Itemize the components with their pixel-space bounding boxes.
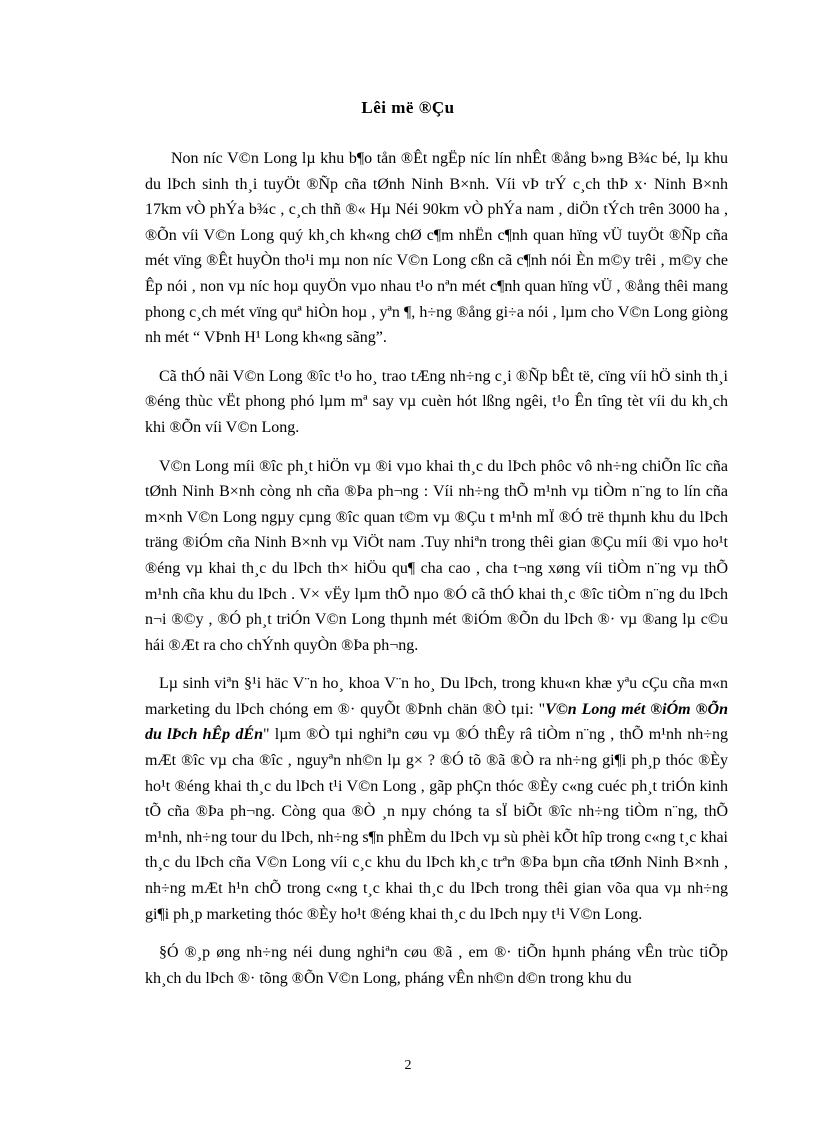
paragraph-topic bbox=[145, 671, 728, 927]
body-text bbox=[145, 146, 728, 1004]
paragraph-nature: Cã thÓ nãi V©n Long ®îc t¹o ho¸ trao tÆng nh÷ng c¸i ®Ñp bÊt të, cïng víi hÖ sinh th¸i ®éng thùc vËt phong phó lµm mª say vµ cuèn hót lßng ngêi, t¹o Ên tîng tèt víi du kh¸ch khi ®Õn víi V©n Long. bbox=[145, 367, 728, 436]
topic-title-emphasis: V©n Long mét ®iÓm ®Õn du lÞch hÊp dÉn bbox=[145, 700, 728, 744]
paragraph-development: V©n Long míi ®îc ph¸t hiÖn vµ ®i vµo khai th¸c du lÞch phôc vô nh÷ng chiÕn lîc cña tØnh Ninh B×nh còng nh cña ®Þa ph¬ng : Víi nh÷ng thÕ m¹nh vµ tiÒm n¨ng to lín cña m×nh V©n Long ngµy cµng ®îc quan t©m vµ ®Çu t m¹nh mÏ ®Ó trë thµnh khu du lÞch träng ®iÓm cña Ninh B×nh vµ ViÖt nam .Tuy nhiªn trong thêi gian ®Çu míi ®i vµo ho¹t ®éng vµ khai th¸c du lÞch th× hiÖu qu¶ cha cao , cha t¬ng xøng víi tiÒm n¨ng vµ thÕ m¹nh cña khu du lÞch . V× vËy lµm thÕ nµo ®Ó cã thÓ khai th¸c ®îc tiÒm n¨ng du lÞch n¬i ®©y , ®Ó ph¸t triÓn V©n Long thµnh mét ®iÓm ®Õn du lÞch ®· vµ ®ang lµ c©u hái ®Æt ra cho chÝnh quyÒn ®Þa ph¬ng. bbox=[145, 457, 728, 654]
paragraph-topic-before: Lµ sinh viªn §¹i häc V¨n ho¸ khoa V¨n ho¸ Du lÞch, trong khu«n khæ yªu cÇu cña m«n marketing du lÞch chóng em ®· quyÕt ®Þnh chän ®Ò tµi: " bbox=[145, 675, 728, 718]
page-title: Lêi më ®Çu bbox=[361, 98, 455, 117]
page-number: 2 bbox=[404, 1058, 412, 1073]
paragraph-method: §Ó ®¸p øng nh÷ng néi dung nghiªn cøu ®ã , em ®· tiÕn hµnh pháng vÊn trùc tiÕp kh¸ch du lÞch ®· tõng ®Õn V©n Long, pháng vÊn nh©n d©n trong khu du bbox=[145, 944, 728, 987]
paragraph-intro: Non níc V©n Long lµ khu b¶o tån ®Êt ngËp níc lín nhÊt ®ång b»ng B¾c bé, lµ khu du lÞch sinh th¸i tuyÖt ®Ñp cña tØnh Ninh B×nh. Víi vÞ trÝ c¸ch thÞ x· Ninh B×nh 17km vÒ phÝa b¾c , c¸ch thñ ®« Hµ Néi 90km vÒ phÝa nam , diÖn tÝch trên 3000 ha , ®Õn víi V©n Long quý kh¸ch kh«ng chØ c¶m nhËn c¶nh quan hïng vÜ tuyÖt ®Ñp cña mét vïng ®Êt huyÒn tho¹i mµ non níc V©n Long cßn cã c¶nh nói Èn m©y trêi , m©y che Êp nói , non vµ níc hoµ quyÖn vµo nhau t¹o nªn mét c¶nh quan hïng vÜ , ®ång thêi mang phong c¸ch mét vïng quª hiÒn hoµ , yªn ¶, h÷ng ®ång gi÷a nói , lµm cho V©n Long giòng nh mét “ VÞnh H¹ Long kh«ng sãng”. bbox=[145, 150, 728, 347]
paragraph-topic-after: " lµm ®Ò tµi nghiªn cøu vµ ®Ó thÊy râ tiÒm n¨ng , thÕ m¹nh nh÷ng mÆt ®îc vµ cha ®îc , nguyªn nh©n lµ g× ? ®Ó tõ ®ã ®Ò ra nh÷ng gi¶i ph¸p thóc ®Èy ho¹t ®éng khai th¸c du lÞch t¹i V©n Long , gãp phÇn thóc ®Èy c«ng cuéc ph¸t triÓn kinh tÕ cña ®Þa ph¬ng. Còng qua ®Ò ¸n nµy chóng ta sÏ biÕt ®îc nh÷ng tiÒm n¨ng, thÕ m¹nh, nh÷ng tour du lÞch, nh÷ng s¶n phÈm du lÞch vµ sù phèi kÕt hîp trong c«ng t¸c khai th¸c du lÞch cña V©n Long víi c¸c khu du lÞch kh¸c trªn ®Þa bµn cña tØnh Ninh B×nh , nh÷ng mÆt h¹n chÕ trong c«ng t¸c khai th¸c du lÞch trong thêi gian võa qua vµ nh÷ng gi¶i ph¸p marketing thóc ®Èy ho¹t ®éng khai th¸c du lÞch nµy t¹i V©n Long. bbox=[145, 726, 728, 923]
